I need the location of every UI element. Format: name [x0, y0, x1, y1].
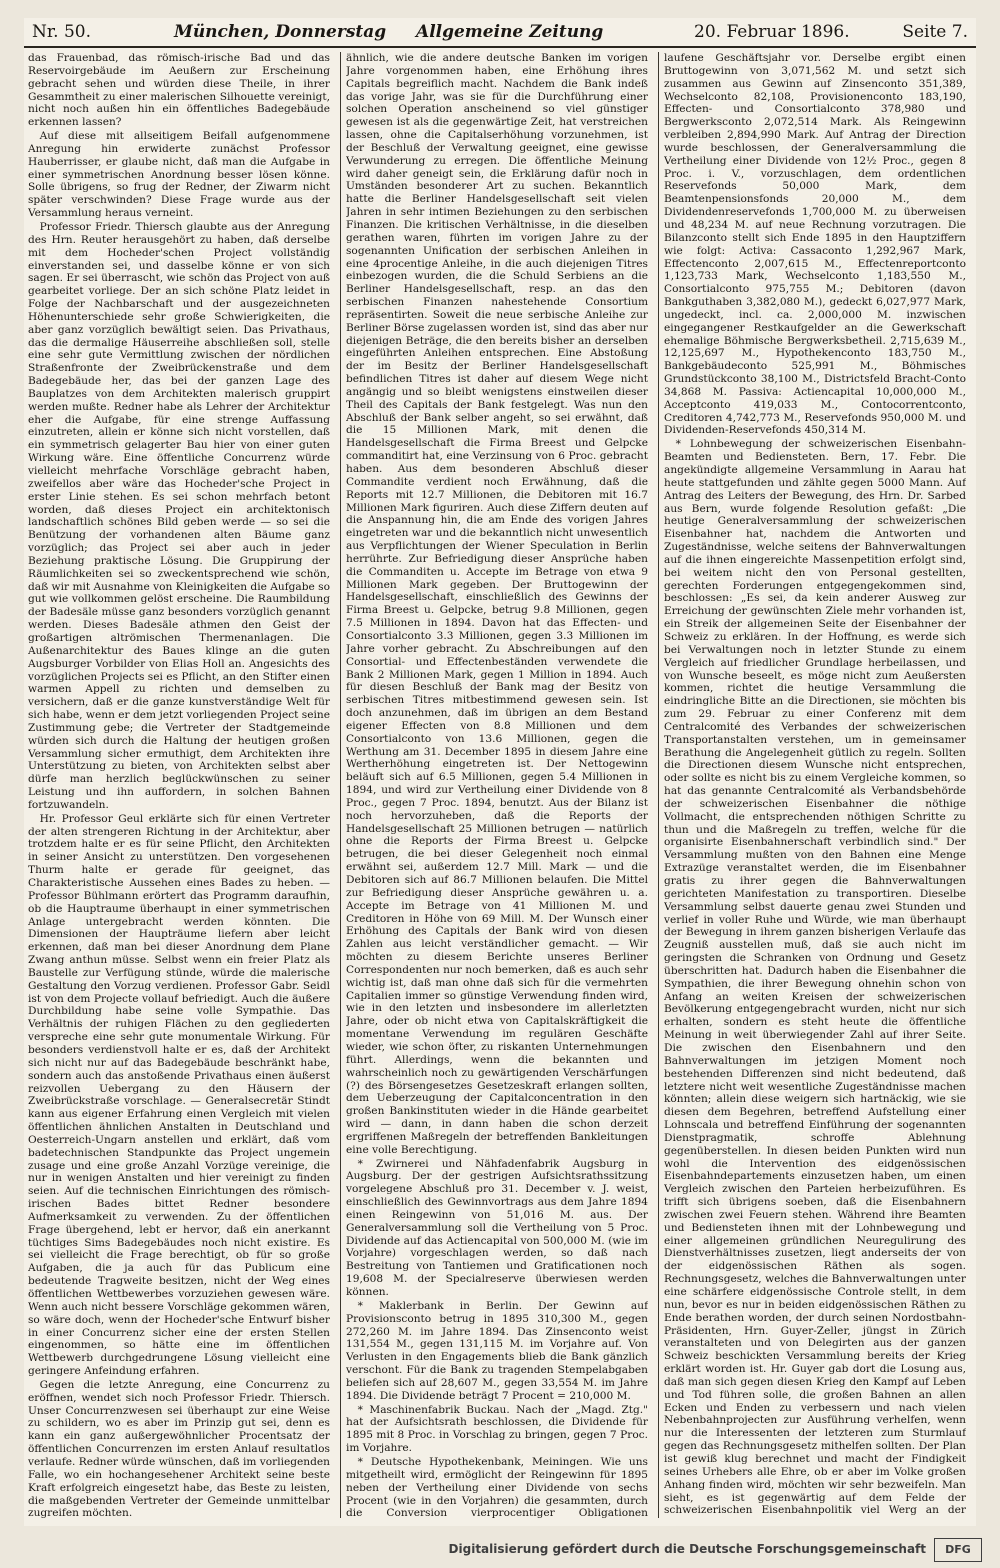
- paragraph: * Maklerbank in Berlin. Der Gewinn auf Provisionsconto betrug in 1895 310,300 M., gegen 272,260 M. im Jahre 1894. Das Zinsenconto weist 131,554 M., gegen 131,115 M. im Vorjahre auf. Von Verlusten in den Engagements blieb die Bank gänzlich verschont. Für die Bank zu tragenden Stempelabgaben beliefen sich auf 28,607 M., gegen 33,554 M. im Jahre 1894. Die Dividende beträgt 7 Procent = 210,000 M.: [346, 1299, 648, 1402]
- dfg-logo-icon: DFG: [934, 1538, 982, 1562]
- paragraph: laufene Geschäftsjahr vor. Derselbe ergibt einen Bruttogewinn von 3,071,562 M. und setzt sich zusammen aus Gewinn auf Zinsenconto 351,389, Wechselconto 82,108, Provisionenconto 183,190, Effecten- und Consortialconto 378,980 und Bergwerksconto 2,072,514 Mark. Als Reingewinn verbleiben 2,894,990 Mark. Auf Antrag der Direction wurde beschlossen, der Generalversammlung die Vertheilung einer Dividende von 12½ Proc., gegen 8 Proc. i. V., vorzuschlagen, dem ordentlichen Reservefonds 50,000 Mark, dem Beamtenpensionsfonds 20,000 M., dem Dividendenreservefonds 1,700,000 M. zu überweisen und 48,234 M. auf neue Rechnung vorzutragen. Die Bilanzconto stellt sich Ende 1895 in den Hauptziffern wie folgt: Activa: Cassaconto 1,292,967 Mark, Effectenconto 2,007,615 M., Effectenreportconto 1,123,733 Mark, Wechselconto 1,183,550 M., Consortialconto 975,755 M.; Debitoren (davon Bankguthaben 3,382,080 M.), gedeckt 6,027,977 Mark, ungedeckt, incl. ca. 2,000,000 M. inzwischen eingegangener Restkaufgelder an die Gewerkschaft ehemalige Böhmische Bergwerksbetheil. 2,715,639 M., 12,125,697 M., Hypothekenconto 183,750 M., Bankgebäudeconto 525,991 M., Böhmisches Grundstückconto 38,100 M., Districtsfeld Bracht-Conto 34,868 M. Passiva: Actiencapital 10,000,000 M., Acceptconto 419,033 M., Contocorrentconto, Creditoren 4,742,773 M., Reservefonds 950,000 M. und Dividenden-Reservefonds 450,314 M.: [664, 52, 966, 437]
- funding-credit: Digitalisierung gefördert durch die Deutsche Forschungsgemeinschaft: [448, 1542, 926, 1556]
- paragraph: * Maschinenfabrik Buckau. Nach der „Magd. Ztg." hat der Aufsichtsrath beschlossen, die Dividende für 1895 mit 8 Proc. in Vorschlag zu bringen, gegen 7 Proc. im Vorjahre.: [346, 1403, 648, 1455]
- column-1: [28, 52, 330, 1518]
- paragraph: Gegen die letzte Anregung, eine Concurrenz zu eröffnen, wendet sich noch Professor Friedr. Thiersch. Unser Concurrenzwesen sei überhaupt zur eine Weise zu schildern, wo es aber im Prinzip gut sei, denn es kann ein ganz außergewöhnlicher Procentsatz der öffentlichen Concurrenzen im ersten Anlauf resultatlos verlaufe. Redner würde wünschen, daß im vorliegenden Falle, wo ein hochangesehener Architekt seine beste Kraft erfolgreich eingesetzt habe, das Beste zu leisten, die maßgebenden Vertreter der Gemeinde unmittelbar zugreifen möchten.: [28, 1378, 330, 1518]
- page-number: Seite 7.: [902, 22, 968, 42]
- paragraph: das Frauenbad, das römisch-irische Bad und das Reservoirgebäude im Aeußern zur Erscheinung gebracht sehen und würden diese Theile, in ihrer Gesammtheit zu einer malerischen Silhouette vereinigt, nicht noch außen hin ein öffentliches Badegebäude erkennen lassen?: [28, 52, 330, 129]
- paragraph: Auf diese mit allseitigem Beifall aufgenommene Anregung hin erwiderte zunächst Professor Hauberrisser, er glaube nicht, daß man die Aufgabe in einer symmetrischen Anordnung besser lösen könne. Solle übrigens, so frug der Redner, der Ziwarm nicht später verschwinden? Diese Frage wurde aus der Versammlung heraus verneint.: [28, 130, 330, 220]
- newspaper-page: [24, 18, 976, 1526]
- column-divider: [340, 52, 341, 1518]
- masthead: [24, 18, 976, 48]
- column-divider: [658, 52, 659, 1518]
- column-3: [664, 52, 966, 1518]
- paragraph: * Lohnbewegung der schweizerischen Eisenbahn-Beamten und Bediensteten. Bern, 17. Febr. Die angekündigte allgemeine Versammlung in Aarau hat heute stattgefunden und zählte gegen 5000 Mann. Auf Antrag des Leiters der Bewegung, des Hrn. Dr. Sarbed aus Bern, wurde folgende Resolution gefaßt: „Die heutige Generalversammlung der schweizerischen Eisenbahner hat, nachdem die Antworten und Zugeständnisse, welche seitens der Bahnverwaltungen auf die ihnen eingereichte Massenpetition erfolgt sind, bei weitem nicht den von Personal gestellten, gerechten Forderungen entgegengekommen sind, beschlossen: „Es sei, da kein anderer Ausweg zur Erreichung der gewünschten Ziele mehr vorhanden ist, ein Streik der allgemeinen Seite der Eisenbahner der Schweiz zu erklären. In der Hoffnung, es werde sich bei Verwaltungen noch in letzter Stunde zu einem Vergleich auf friedlicher Grundlage herbeilassen, und von Wunsche beseelt, es möge nicht zum Aeußersten kommen, richtet die heutige Versammlung die eindringliche Bitte an die Directionen, sie möchten bis zum 29. Februar zu einer Conferenz mit dem Centralcomité des Verbandes der schweizerischen Transportanstalten verstehen, um in gemeinsamer Berathung die Angelegenheit gütlich zu regeln. Sollten die Directionen diesem Wunsche nicht entsprechen, oder sollte es nicht bis zu einem Vergleiche kommen, so hat das genannte Centralcomité als Verbandsbehörde der schweizerischen Eisenbahner die nöthige Vollmacht, die entsprechenden nöthigen Schritte zu thun und die Maßregeln zu treffen, welche für die organisirte Eisenbahnerschaft verbindlich sind." Der Versammlung mußten von den Bahnen eine Menge Extrazüge veranstaltet werden, die im Eisenbahner gratis zu ihrer gegen die Bahnverwaltungen gerichteten Manifestation zu transportiren. Dieselbe Versammlung selbst dauerte genau zwei Stunden und verlief in voller Ruhe und Würde, wie man überhaupt der Bewegung in ihrem ganzen bisherigen Verlaufe das Zeugniß ausstellen muß, daß sie auch nicht im geringsten die Schranken von Ordnung und Gesetz überschritten hat. Dadurch haben die Eisenbahner die Sympathien, die ihrer Bewegung ohnehin schon von Anfang an weiten Kreisen der schweizerischen Bevölkerung entgegengebracht wurden, nicht nur sich erhalten, sondern es steht heute die öffentliche Meinung in weit überwiegender Zahl auf ihrer Seite. Die zwischen den Eisenbahnern und den Bahnverwaltungen im jetzigen Moment noch bestehenden Differenzen sind nicht bedeutend, daß letztere nicht weit wesentliche Zugeständnisse machen könnten; allein diese weigern sich hartnäckig, wie sie diesen dem Begehren, betreffend Aufstellung einer Lohnscala und betreffend Einführung der sogenannten Dienstpragmatik, schroffe Ablehnung gegenüberstellen. In diesen beiden Punkten wird nun wohl die Intervention des eidgenössischen Eisenbahndepartements einzusetzen haben, um einen Vergleich zwischen den Parteien herbeizuführen. Es trifft sich übrigens soeben, daß die Eisenbahnern zwischen zwei Feuern stehen. Während ihre Beamten und Bediensteten ihnen mit der Lohnbewegung und einer allgemeinen gründlichen Neuregulirung des Dienstverhältnisses zusetzen, liegt anderseits der von der eidgenössischen Räthen als sogen. Rechnungsgesetz, welches die Bahnverwaltungen unter eine schärfere eidgenössische Controle stellt, in dem nun, bevor es nur in beiden eidgenössischen Räthen zu Ende berathen worden, der durch seinen Nordostbahn-Präsidenten, Hrn. Guyer-Zeller, jüngst in Zürich veranstalteten und von Delegirten aus der ganzen Schweiz beschickten Versammlung bereits der Krieg erklärt worden ist. Hr. Guyer gab dort die Losung aus, daß man sich gegen diesen Krieg den Kampf auf Leben und Tod führen solle, die großen Bahnen an allen Ecken und Enden zu verbessern und nach vielen Nebenbahnprojecten zur Ausführung verhelfen, wenn nur die Interessenten der letzteren zum Sturmlauf gegen das Rechnungsgesetz mithelfen sollten. Der Plan ist gewiß klug berechnet und macht der Findigkeit seines Urhebers alle Ehre, ob er aber im Volke großen Anhang finden wird, möchten wir sehr bezweifeln. Man sieht, es ist gegenwärtig auf dem Felde der schweizerischen Eisenbahnpolitik viel Werg an der: [664, 438, 966, 1517]
- paragraph: ähnlich, wie die andere deutsche Banken im vorigen Jahre vorgenommen haben, eine Erhöhung ihres Capitals begreiflich macht. Nachdem die Bank indeß das vorige Jahr, was sie für die Durchführung einer solchen Operation anscheinend so viel günstiger gewesen ist als die gegenwärtige Zeit, hat verstreichen lassen, ohne die Capitalserhöhung vorzunehmen, ist der Beschluß der Verwaltung geeignet, eine gewisse Verwunderung zu erregen. Die öffentliche Meinung wird daher geneigt sein, die Erklärung dafür noch in Umständen besonderer Art zu suchen. Bekanntlich hatte die Berliner Handelsgesellschaft seit vielen Jahren in sehr intimen Beziehungen zu den serbischen Finanzen. Die kritischen Verhältnisse, in die dieselben gerathen waren, führten im vorigen Jahre zu der sogenannten Unification der serbischen Anleihen in eine 4procentige Anleihe, in die auch diejenigen Titres einbezogen wurden, die die Schuld Serbiens an die Berliner Handelsgesellschaft, resp. an das den serbischen Finanzen nahestehende Consortium repräsentirten. Soweit die neue serbische Anleihe zur Berliner Börse zugelassen worden ist, sind das aber nur diejenigen Beträge, die den bereits bisher an derselben eingeführten Anleihen entsprechen. Eine Abstoßung der im Besitz der Berliner Handelsgesellschaft befindlichen Titres ist daher auf diesem Wege nicht angängig und so bleibt wenigstens einstweilen dieser Theil des Capitals der Bank festgelegt. Was nun den Abschluß der Bank selber angeht, so sei erwähnt, daß die 15 Millionen Mark, mit denen die Handelsgesellschaft die Firma Breest und Gelpcke commanditirt hat, eine Verzinsung von 6 Proc. gebracht haben. Aus dem besonderen Abschluß dieser Commandite verdient noch Erwähnung, daß die Reports mit 12.7 Millionen, die Debitoren mit 16.7 Millionen Mark figuriren. Auch diese Ziffern deuten auf die Anspannung hin, die am Ende des vorigen Jahres eingetreten war und die bekanntlich nicht unwesentlich aus Verpflichtungen der Wiener Speculation in Berlin herrührte. Zur Befriedigung dieser Ansprüche haben die Commanditen u. Accepte im Betrage von etwa 9 Millionen Mark gegeben. Der Bruttogewinn der Handelsgesellschaft, einschließlich des Gewinns der Firma Breest u. Gelpcke, betrug 9.8 Millionen, gegen 7.5 Millionen in 1894. Davon hat das Effecten- und Consortialconto 3.3 Millionen, gegen 3.3 Millionen im Jahre vorher gebracht. Zu Abschreibungen auf den Consortial- und Effectenbeständen verwendete die Bank 2 Millionen Mark, gegen 1 Million in 1894. Auch für diesen Beschluß der Bank mag der Besitz von serbischen Titres mitbestimmend gewesen sein. Ist doch anzunehmen, daß im übrigen an dem Bestand eigener Effecten von 8.8 Millionen und dem Consortialconto von 13.6 Millionen, gegen die Werthung am 31. December 1895 in diesem Jahre eine Wertherhöhung eingetreten ist. Der Nettogewinn beläuft sich auf 6.5 Millionen, gegen 5.4 Millionen in 1894, und wird zur Vertheilung einer Dividende von 8 Proc., gegen 7 Proc. 1894, benutzt. Aus der Bilanz ist noch hervorzuheben, daß die Reports der Handelsgesellschaft 25 Millionen betrugen — natürlich ohne die Reports der Firma Breest u. Gelpcke betrugen, die bei dieser Gelegenheit noch einmal erwähnt sei, außerdem 12.7 Mill. Mark — und die Debitoren sich auf 86.7 Millionen belaufen. Die Mittel zur Befriedigung dieser Ansprüche gewähren u. a. Accepte im Betrage von 41 Millionen M. und Creditoren in Höhe von 69 Mill. M. Der Wunsch einer Erhöhung des Capitals der Bank wird von diesen Zahlen aus leicht verständlicher gemacht. — Wir möchten zu diesem Berichte unseres Berliner Correspondenten nur noch bemerken, daß es auch sehr wichtig ist, daß man ohne daß sich für die vermehrten Capitalien immer so günstige Verwendung finden wird, wie in den letzten und insbesondere im allerletzten Jahre, oder ob nicht etwa von Capitalskräftigkeit die momentane Verwendung im regulären Geschäfte wieder, wie schon öfter, zu riskanten Unternehmungen führt. Allerdings, wenn die bekannten und wahrscheinlich noch zu gewärtigenden Verschärfungen (?) des Börsengesetzes Gesetzeskraft erlangen sollten, dem Ueberzeugung der Capitalconcentration in den großen Bankinstituten wieder in die Hände gearbeitet wird — dann, in dann haben die schon derzeit ergriffenen Maßregeln der betreffenden Bankleitungen eine volle Berechtigung.: [346, 52, 648, 1156]
- issue-number: Nr. 50.: [32, 22, 91, 42]
- paragraph: * Zwirnerei und Nähfadenfabrik Augsburg in Augsburg. Der der gestrigen Aufsichtsrathssitzung vorgelegene Abschluß pro 31. December v. J. weist, einschließlich des Gewinnvortrags aus dem Jahre 1894 einen Reingewinn von 51,016 M. aus. Der Generalversammlung soll die Vertheilung von 5 Proc. Dividende auf das Actiencapital von 500,000 M. (wie im Vorjahre) vorgeschlagen werden, so daß nach Bestreitung von Tantiemen und Gratificationen noch 19,608 M. der Specialreserve überwiesen werden können.: [346, 1157, 648, 1298]
- paragraph: Hr. Professor Geul erklärte sich für einen Vertreter der alten strengeren Richtung in der Architektur, aber trotzdem halte er es für seine Pflicht, den Architekten in seiner Ansicht zu unterstützen. Den vorgesehenen Thurm halte er gerade für geeignet, das Charakteristische Aussehen eines Bades zu heben. — Professor Bühlmann erörtert das Programm daraufhin, ob die Hauptraume überhaupt in einer symmetrischen Anlage untergebracht werden könnten. Die Dimensionen der Haupträume liefern aber leicht erkennen, daß man bei dieser Anordnung dem Plane Zwang anthun müsse. Selbst wenn ein freier Platz als Baustelle zur Verfügung stünde, würde die malerische Gestaltung den Vorzug verdienen. Professor Gabr. Seidl ist von dem Projecte vollauf befriedigt. Auch die äußere Durchbildung habe seine volle Sympathie. Das Verhältnis der ruhigen Flächen zu den gegliederten verspreche eine sehr gute monumentale Wirkung. Für besonders verdienstvoll halte er es, daß der Architekt sich nicht nur auf das Badegebäude beschränkt habe, sondern auch das anstoßende Privathaus einen äußerst reizvollen Uebergang zu den Häusern der Zweibrückstraße vorschlage. — Generalsecretär Stindt kann aus eigener Erfahrung einen Vergleich mit vielen öffentlichen ähnlichen Anstalten in Deutschland und Oesterreich-Ungarn anstellen und erklärt, daß vom badetechnischen Standpunkte das Project ungemein zusage und eine große Anzahl Vorzüge vereinige, die nur in wenigen Anstalten und hier vereinigt zu finden seien. Auf die technischen Einrichtungen des römisch-irischen Bades bittet Redner besondere Aufmerksamkeit zu verwenden. Zu der öffentlichen Frage übergehend, lebt er hervor, daß ein anerkannt tüchtiges Sims Badegebäudes noch nicht existire. Es sei vielleicht die Frage berechtigt, ob für so große Aufgaben, die ja auch für das Publicum eine bedeutende Tragweite besitzen, nicht der Weg eines öffentlichen Wettbewerbes vorzuziehen gewesen wäre. Wenn auch nicht bessere Vorschläge gekommen wären, so wäre doch, wenn der Hocheder'sche Entwurf bisher in einer Concurrenz sicher eine der ersten Stellen eingenommen, so hätte eine im öffentlichen Wettbewerb durchgedrungene Lösung vielleicht eine geringere Anfeindung erfahren.: [28, 812, 330, 1378]
- digitization-footer: [0, 1532, 1000, 1568]
- paragraph: Professor Friedr. Thiersch glaubte aus der Anregung des Hrn. Reuter herausgehört zu haben, daß derselbe mit dem Hocheder'schen Project vollständig einverstanden sei, und dasselbe könne er von sich sagen. Er sei überrascht, wie schön das Project von auß gearbeitet vorliege. Der an sich schöne Platz leidet in Folge der Nachbarschaft und der ausgezeichneten Höhenunterschiede sehr große Schwierigkeiten, die aber ganz vorzüglich bewältigt seien. Das Privathaus, das die dermalige Häuserreihe abschließen soll, stelle eine sehr gute Vermittlung zwischen der nördlichen Straßenfronte der Zweibrückenstraße und dem Badegebäude her, das bei der ganzen Lage des Bauplatzes von dem Architekten malerisch gruppirt werden mußte. Redner habe als Lehrer der Architektur eher die Aufgabe, für eine strenge Auffassung einzutreten, allein er könne sich nicht vorstellen, daß ein symmetrisch gelagerter Bau hier von einer guten Wirkung wäre. Eine öffentliche Concurrenz würde vielleicht mehrfache Vorschläge gebracht haben, zweifellos aber wäre das Hocheder'sche Project in erster Linie stehen. Es sei schon mehrfach betont worden, daß dieses Project ein architektonisch landschaftlich schönes Bild geben werde — so sei die Benützung der vorhandenen alten Bäume ganz vorzüglich; das Project sei aber auch in jeder Beziehung praktische Lösung. Die Gruppirung der Räumlichkeiten sei so zweckentsprechend wie schön, daß wir mit Ausnahme von Kleinigkeiten die Aufgabe so gut wie vollkommen gelöst erscheine. Die Raumbildung der Badesäle müsse ganz besonders vorzüglich genannt werden. Dieses Badesäle athmen den Geist der großartigen altrömischen Thermenanlagen. Die Außenarchitektur des Baues klinge an die guten Augsburger Vorbilder von Elias Holl an. Angesichts des vorzüglichen Projects sei es Pflicht, an den Stifter einen warmen Appell zu richten und demselben zu versichern, daß er die ganze kunstverständige Welt für sich habe, wenn er dem jetzt vorliegenden Project seine Zustimmung gebe; die Vertreter der Stadtgemeinde würden sich durch die Haltung der heutigen großen Versammlung sicher ermuthigt, dem Architekten ihre Unterstützung zu bieten, von Architekten selbst aber dürfe man herzlich beglückwünschen zu seiner Leistung und ihn auffordern, in solchen Bahnen fortzuwandeln.: [28, 220, 330, 811]
- column-2: [346, 52, 648, 1518]
- city-day: München, Donnerstag: [174, 22, 387, 42]
- paragraph: * Deutsche Hypothekenbank, Meiningen. Wie uns mitgetheilt wird, ermöglicht der Reingewinn für 1895 neben der Vertheilung einer Dividende von sechs Procent (wie in den Vorjahren) die gesammten, durch die Conversion vierprocentiger Obligationen: [346, 1455, 648, 1518]
- issue-date: 20. Februar 1896.: [694, 22, 850, 42]
- newspaper-title: Allgemeine Zeitung: [416, 22, 604, 42]
